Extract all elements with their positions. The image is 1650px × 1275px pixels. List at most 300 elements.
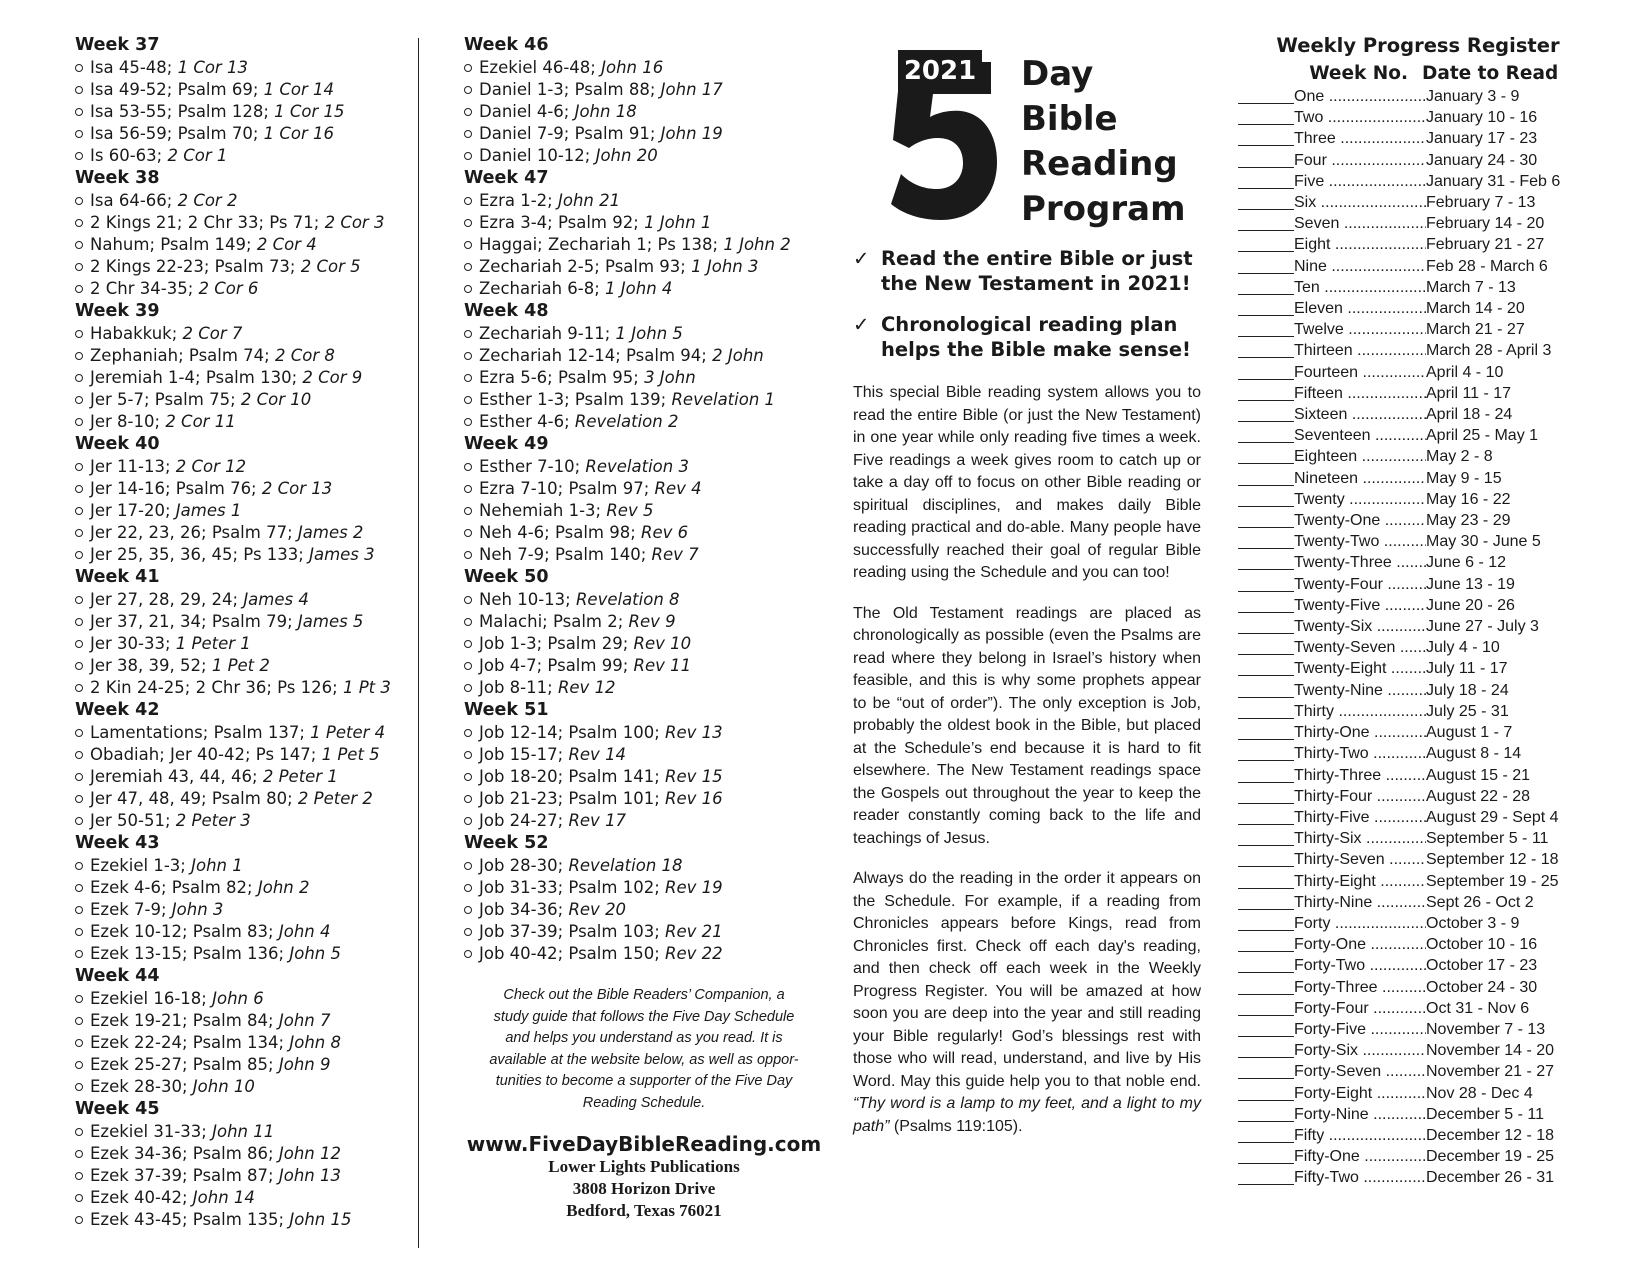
scripture-reference: (Psalms 119:105). bbox=[889, 1117, 1023, 1135]
check-off-blank[interactable] bbox=[1238, 955, 1294, 973]
check-off-blank[interactable] bbox=[1238, 849, 1294, 867]
check-off-blank[interactable] bbox=[1238, 150, 1294, 168]
promo-line: tunities to become a supporter of the Five Day bbox=[495, 1073, 793, 1089]
week-dates: March 7 - 13 bbox=[1426, 278, 1516, 296]
check-off-blank[interactable] bbox=[1238, 425, 1294, 443]
instructions-paragraph bbox=[853, 868, 1201, 1138]
checkbox-circle-icon[interactable] bbox=[75, 86, 83, 94]
old-testament-reading: Obadiah; Jer 40-42; Ps 147; bbox=[90, 745, 322, 764]
weekly-progress-register bbox=[1238, 34, 1638, 1189]
register-row bbox=[1238, 256, 1638, 277]
checkbox-circle-icon[interactable] bbox=[464, 862, 472, 870]
reading-item bbox=[464, 899, 824, 921]
old-testament-reading: Jer 11-13; bbox=[90, 457, 176, 476]
week-dates: May 30 - June 5 bbox=[1426, 533, 1541, 551]
check-off-blank[interactable] bbox=[1238, 765, 1294, 783]
check-off-blank[interactable] bbox=[1238, 1061, 1294, 1079]
checkbox-circle-icon[interactable] bbox=[75, 1083, 83, 1091]
checkbox-circle-icon[interactable] bbox=[75, 1061, 83, 1069]
check-off-blank[interactable] bbox=[1238, 404, 1294, 422]
old-testament-reading: Ezra 7-10; Psalm 97; bbox=[479, 479, 655, 498]
new-testament-reading: 2 Cor 9 bbox=[302, 368, 363, 387]
reading-item bbox=[75, 1054, 415, 1076]
check-off-blank[interactable] bbox=[1238, 892, 1294, 910]
check-off-blank[interactable] bbox=[1238, 256, 1294, 274]
register-row bbox=[1238, 892, 1638, 913]
new-testament-reading: John 13 bbox=[278, 1166, 341, 1185]
reading-item bbox=[75, 367, 415, 389]
check-off-blank[interactable] bbox=[1238, 977, 1294, 995]
check-off-blank[interactable] bbox=[1238, 510, 1294, 528]
checkbox-circle-icon[interactable] bbox=[464, 507, 472, 515]
checkbox-circle-icon[interactable] bbox=[75, 795, 83, 803]
register-row bbox=[1238, 213, 1638, 234]
promo-line: Check out the Bible Readers’ Companion, a bbox=[503, 987, 785, 1003]
checkbox-circle-icon[interactable] bbox=[75, 1172, 83, 1180]
check-off-blank[interactable] bbox=[1238, 871, 1294, 889]
reading-item bbox=[464, 677, 824, 699]
check-off-blank[interactable] bbox=[1238, 1104, 1294, 1122]
reading-item bbox=[464, 57, 824, 79]
reading-item bbox=[464, 478, 824, 500]
old-testament-reading: Job 24-27; bbox=[479, 811, 569, 830]
check-off-blank[interactable] bbox=[1238, 680, 1294, 698]
check-off-blank[interactable] bbox=[1238, 340, 1294, 358]
checkbox-circle-icon[interactable] bbox=[75, 551, 83, 559]
checkbox-circle-icon[interactable] bbox=[464, 662, 472, 670]
checkbox-circle-icon[interactable] bbox=[464, 773, 472, 781]
week-dates: June 6 - 12 bbox=[1426, 554, 1507, 572]
new-testament-reading: 2 Peter 1 bbox=[262, 767, 338, 786]
checkbox-circle-icon[interactable] bbox=[464, 241, 472, 249]
week-dates: January 24 - 30 bbox=[1426, 151, 1538, 169]
date-header: Date to Read bbox=[1422, 63, 1559, 84]
new-testament-reading: John 19 bbox=[660, 124, 723, 143]
register-row bbox=[1238, 1019, 1638, 1040]
reading-item bbox=[75, 988, 415, 1010]
check-off-blank[interactable] bbox=[1238, 213, 1294, 231]
checkbox-circle-icon[interactable] bbox=[75, 773, 83, 781]
week-number: Nineteen ..... bbox=[1294, 468, 1426, 489]
week-number: Twenty-Nine ..... bbox=[1294, 680, 1426, 701]
week-dates: May 23 - 29 bbox=[1426, 512, 1511, 530]
new-testament-reading: John 11 bbox=[212, 1122, 275, 1141]
checkbox-circle-icon[interactable] bbox=[464, 817, 472, 825]
old-testament-reading: Job 28-30; bbox=[479, 856, 569, 875]
reading-item bbox=[75, 256, 415, 278]
old-testament-reading: Ezek 22-24; Psalm 134; bbox=[90, 1033, 290, 1052]
new-testament-reading: James 4 bbox=[243, 590, 309, 609]
reading-item bbox=[75, 234, 415, 256]
new-testament-reading: James 2 bbox=[297, 523, 364, 542]
feature-bullet-whole-bible bbox=[853, 246, 1201, 296]
checkbox-circle-icon[interactable] bbox=[464, 285, 472, 293]
checkbox-circle-icon[interactable] bbox=[75, 130, 83, 138]
new-testament-reading: 1 Peter 4 bbox=[310, 723, 386, 742]
new-testament-reading: 1 John 4 bbox=[605, 279, 673, 298]
reading-item bbox=[75, 456, 415, 478]
reading-item bbox=[464, 500, 824, 522]
reading-item bbox=[75, 411, 415, 433]
checkbox-circle-icon[interactable] bbox=[75, 884, 83, 892]
companion-promo bbox=[464, 985, 824, 1114]
week-number: Twenty-Five ..... bbox=[1294, 595, 1426, 616]
checkbox-circle-icon[interactable] bbox=[464, 263, 472, 271]
checkbox-circle-icon[interactable] bbox=[75, 596, 83, 604]
week-block bbox=[75, 1098, 415, 1231]
old-testament-reading: Jer 17-20; bbox=[90, 501, 176, 520]
checkbox-circle-icon[interactable] bbox=[75, 507, 83, 515]
week-number: Two ..... bbox=[1294, 107, 1426, 128]
week-number: Thirty-Four ..... bbox=[1294, 786, 1426, 807]
checkbox-circle-icon[interactable] bbox=[464, 884, 472, 892]
old-testament-reading: Isa 64-66; bbox=[90, 191, 178, 210]
checkbox-circle-icon[interactable] bbox=[75, 374, 83, 382]
old-testament-reading: Ezek 4-6; Psalm 82; bbox=[90, 878, 258, 897]
checkbox-circle-icon[interactable] bbox=[75, 64, 83, 72]
reading-item bbox=[75, 1010, 415, 1032]
old-testament-reading: Jer 37, 21, 34; Psalm 79; bbox=[90, 612, 298, 631]
check-off-blank[interactable] bbox=[1238, 807, 1294, 825]
check-off-blank[interactable] bbox=[1238, 86, 1294, 104]
old-testament-reading: Zechariah 6-8; bbox=[479, 279, 606, 298]
register-row bbox=[1238, 319, 1638, 340]
new-testament-reading: 2 Cor 12 bbox=[175, 457, 247, 476]
checkbox-circle-icon[interactable] bbox=[75, 1039, 83, 1047]
checkbox-circle-icon[interactable] bbox=[464, 640, 472, 648]
reading-item bbox=[464, 633, 824, 655]
week-number: Eleven ..... bbox=[1294, 298, 1426, 319]
checkbox-circle-icon[interactable] bbox=[75, 108, 83, 116]
new-testament-reading: 1 John 1 bbox=[644, 213, 712, 232]
checkbox-circle-icon[interactable] bbox=[464, 108, 472, 116]
register-row bbox=[1238, 150, 1638, 171]
promo-line: Reading Schedule. bbox=[582, 1094, 706, 1111]
reading-item bbox=[464, 411, 824, 433]
check-off-blank[interactable] bbox=[1238, 234, 1294, 252]
new-testament-reading: John 14 bbox=[192, 1188, 255, 1207]
old-testament-reading: Job 4-7; Psalm 99; bbox=[479, 656, 634, 675]
check-off-blank[interactable] bbox=[1238, 298, 1294, 316]
week-dates: November 21 - 27 bbox=[1426, 1063, 1555, 1081]
old-testament-reading: Daniel 10-12; bbox=[479, 146, 596, 165]
week-number: Three ..... bbox=[1294, 128, 1426, 149]
reading-item bbox=[75, 788, 415, 810]
check-off-blank[interactable] bbox=[1238, 998, 1294, 1016]
week-block bbox=[464, 167, 824, 300]
week-dates: December 26 - 31 bbox=[1426, 1169, 1555, 1187]
week-number: Eight ..... bbox=[1294, 234, 1426, 255]
reading-item bbox=[75, 1121, 415, 1143]
new-testament-reading: Rev 17 bbox=[568, 811, 627, 830]
week-dates: Nov 28 - Dec 4 bbox=[1426, 1084, 1533, 1102]
checkbox-circle-icon[interactable] bbox=[464, 130, 472, 138]
week-dates: December 12 - 18 bbox=[1426, 1126, 1555, 1144]
checkbox-circle-icon[interactable] bbox=[75, 485, 83, 493]
new-testament-reading: 2 Peter 3 bbox=[175, 811, 251, 830]
week-dates: September 19 - 25 bbox=[1426, 872, 1559, 890]
checkbox-circle-icon[interactable] bbox=[75, 1194, 83, 1202]
check-off-blank[interactable] bbox=[1238, 1146, 1294, 1164]
checkbox-circle-icon[interactable] bbox=[464, 396, 472, 404]
reading-item bbox=[75, 655, 415, 677]
checkbox-circle-icon[interactable] bbox=[75, 1150, 83, 1158]
week-dates: January 17 - 23 bbox=[1426, 130, 1538, 148]
checkbox-circle-icon[interactable] bbox=[75, 529, 83, 537]
week-title: Week 43 bbox=[75, 833, 160, 853]
check-off-blank[interactable] bbox=[1238, 446, 1294, 464]
checkbox-circle-icon[interactable] bbox=[75, 618, 83, 626]
reading-item bbox=[464, 810, 824, 832]
checkbox-circle-icon[interactable] bbox=[75, 928, 83, 936]
feature-text: the New Testament in 2021! bbox=[881, 272, 1191, 295]
checkbox-circle-icon[interactable] bbox=[464, 906, 472, 914]
reading-item bbox=[75, 899, 415, 921]
reading-item bbox=[464, 722, 824, 744]
check-off-blank[interactable] bbox=[1238, 658, 1294, 676]
old-testament-reading: Job 37-39; Psalm 103; bbox=[479, 922, 665, 941]
check-off-blank[interactable] bbox=[1238, 1019, 1294, 1037]
register-row bbox=[1238, 383, 1638, 404]
check-off-blank[interactable] bbox=[1238, 171, 1294, 189]
new-testament-reading: Rev 19 bbox=[665, 878, 723, 897]
promo-line: and helps you understand as you read. It is bbox=[505, 1030, 783, 1046]
old-testament-reading: Jer 22, 23, 26; Psalm 77; bbox=[90, 523, 298, 542]
week-number: Twenty-Four ..... bbox=[1294, 574, 1426, 595]
week-number: Thirty-Six ..... bbox=[1294, 828, 1426, 849]
program-description-column bbox=[853, 34, 1201, 1138]
check-off-blank[interactable] bbox=[1238, 637, 1294, 655]
checkbox-circle-icon[interactable] bbox=[464, 418, 472, 426]
checkbox-circle-icon[interactable] bbox=[75, 729, 83, 737]
check-off-blank[interactable] bbox=[1238, 531, 1294, 549]
checkbox-circle-icon[interactable] bbox=[464, 795, 472, 803]
register-row bbox=[1238, 616, 1638, 637]
checkbox-circle-icon[interactable] bbox=[464, 219, 472, 227]
check-off-blank[interactable] bbox=[1238, 192, 1294, 210]
checkbox-circle-icon[interactable] bbox=[464, 684, 472, 692]
week-dates: April 4 - 10 bbox=[1426, 363, 1504, 381]
register-row bbox=[1238, 489, 1638, 510]
check-off-blank[interactable] bbox=[1238, 277, 1294, 295]
checkbox-circle-icon[interactable] bbox=[75, 463, 83, 471]
week-block bbox=[464, 832, 824, 965]
checkbox-circle-icon[interactable] bbox=[464, 330, 472, 338]
publisher-name: Lower Lights Publications bbox=[548, 1157, 740, 1176]
register-row bbox=[1238, 1061, 1638, 1082]
week-dates: January 3 - 9 bbox=[1426, 88, 1520, 105]
website-link[interactable]: www.FiveDayBibleReading.com bbox=[466, 1132, 822, 1156]
old-testament-reading: Job 18-20; Psalm 141; bbox=[479, 767, 665, 786]
new-testament-reading: 1 Peter 1 bbox=[175, 634, 251, 653]
new-testament-reading: John 1 bbox=[191, 856, 243, 875]
checkbox-circle-icon[interactable] bbox=[464, 529, 472, 537]
reading-item bbox=[464, 123, 824, 145]
week-number: Thirty-Three ..... bbox=[1294, 765, 1426, 786]
register-row bbox=[1238, 955, 1638, 976]
check-off-blank[interactable] bbox=[1238, 552, 1294, 570]
week-dates: February 21 - 27 bbox=[1426, 236, 1545, 254]
checkbox-circle-icon[interactable] bbox=[75, 751, 83, 759]
reading-item bbox=[75, 589, 415, 611]
check-off-blank[interactable] bbox=[1238, 616, 1294, 634]
register-row bbox=[1238, 1083, 1638, 1104]
checkbox-circle-icon[interactable] bbox=[464, 551, 472, 559]
reading-item bbox=[75, 766, 415, 788]
week-title: Week 39 bbox=[75, 301, 160, 321]
check-off-blank[interactable] bbox=[1238, 1083, 1294, 1101]
check-off-blank[interactable] bbox=[1238, 934, 1294, 952]
checkbox-circle-icon[interactable] bbox=[464, 596, 472, 604]
checkbox-circle-icon[interactable] bbox=[75, 662, 83, 670]
reading-item bbox=[75, 1143, 415, 1165]
check-off-blank[interactable] bbox=[1238, 701, 1294, 719]
checkbox-circle-icon[interactable] bbox=[75, 1017, 83, 1025]
checkbox-circle-icon[interactable] bbox=[75, 418, 83, 426]
week-dates: July 18 - 24 bbox=[1426, 681, 1509, 699]
check-off-blank[interactable] bbox=[1238, 828, 1294, 846]
check-off-blank[interactable] bbox=[1238, 743, 1294, 761]
new-testament-reading: John 4 bbox=[278, 922, 331, 941]
old-testament-reading: Ezek 19-21; Psalm 84; bbox=[90, 1011, 279, 1030]
old-testament-paragraph: The Old Testament readings are placed as chronologically as possible (even the Psalms are read where they belong in Israel’s history when feasible, and this is why some prophets appear to be “out of order”). The only exception is Job, probably the oldest book in the Bible, but placed at the Schedule’s end because it is hard to fit elsewhere. The New Testament readings space the Gospels out throughout the year to keep the reader constantly coming back to the life and teachings of Jesus. bbox=[853, 604, 1201, 847]
checkbox-circle-icon[interactable] bbox=[75, 995, 83, 1003]
check-off-blank[interactable] bbox=[1238, 128, 1294, 146]
promo-line: study guide that follows the Five Day Schedule bbox=[493, 1008, 795, 1025]
checkbox-circle-icon[interactable] bbox=[464, 352, 472, 360]
checkbox-circle-icon[interactable] bbox=[464, 618, 472, 626]
check-off-blank[interactable] bbox=[1238, 489, 1294, 507]
checkbox-circle-icon[interactable] bbox=[464, 463, 472, 471]
check-off-blank[interactable] bbox=[1238, 362, 1294, 380]
week-number: Thirty-Two ..... bbox=[1294, 743, 1426, 764]
week-title: Week 37 bbox=[75, 35, 160, 55]
week-number: Thirty-Five ..... bbox=[1294, 807, 1426, 828]
old-testament-reading: Jer 14-16; Psalm 76; bbox=[90, 479, 262, 498]
register-row bbox=[1238, 828, 1638, 849]
week-dates: October 10 - 16 bbox=[1426, 936, 1538, 954]
week-dates: October 3 - 9 bbox=[1426, 914, 1520, 932]
checkbox-circle-icon[interactable] bbox=[464, 928, 472, 936]
checkbox-circle-icon[interactable] bbox=[75, 950, 83, 958]
checkbox-circle-icon[interactable] bbox=[75, 1216, 83, 1224]
check-off-blank[interactable] bbox=[1238, 722, 1294, 740]
register-title: Weekly Progress Register bbox=[1276, 34, 1560, 57]
checkbox-circle-icon[interactable] bbox=[75, 1128, 83, 1136]
instructions-text: Always do the reading in the order it appears on the Schedule. For example, if a reading from Chronicles appears before Kings, read from Chronicles first. Check off each day's reading, and then check off each week in the Weekly Progress Register. You will be amazed at how soon you are deep into the year and still reading your Bible regularly! God’s blessings rest with those who will read, understand, and live by His Word. May this guide help you to that noble end. bbox=[853, 870, 1201, 1090]
register-row bbox=[1238, 786, 1638, 807]
check-off-blank[interactable] bbox=[1238, 1167, 1294, 1185]
new-testament-reading: Rev 22 bbox=[665, 944, 723, 963]
old-testament-reading: Neh 10-13; bbox=[479, 590, 576, 609]
checkbox-circle-icon[interactable] bbox=[75, 330, 83, 338]
check-off-blank[interactable] bbox=[1238, 383, 1294, 401]
old-testament-reading: Zechariah 12-14; Psalm 94; bbox=[479, 346, 713, 365]
reading-item bbox=[75, 123, 415, 145]
week-title: Week 49 bbox=[464, 434, 549, 454]
reading-item bbox=[75, 79, 415, 101]
checkbox-circle-icon[interactable] bbox=[75, 285, 83, 293]
checkbox-circle-icon[interactable] bbox=[464, 751, 472, 759]
register-row bbox=[1238, 510, 1638, 531]
checkbox-circle-icon[interactable] bbox=[75, 263, 83, 271]
publisher-city: Bedford, Texas 76021 bbox=[566, 1201, 722, 1220]
checkbox-circle-icon[interactable] bbox=[75, 241, 83, 249]
checkbox-circle-icon[interactable] bbox=[464, 197, 472, 205]
check-off-blank[interactable] bbox=[1238, 1040, 1294, 1058]
check-off-blank[interactable] bbox=[1238, 574, 1294, 592]
checkbox-circle-icon[interactable] bbox=[75, 906, 83, 914]
register-row bbox=[1238, 1146, 1638, 1167]
week-number: Fourteen ..... bbox=[1294, 362, 1426, 383]
checkbox-circle-icon[interactable] bbox=[464, 64, 472, 72]
new-testament-reading: Rev 20 bbox=[568, 900, 627, 919]
old-testament-reading: Nehemiah 1-3; bbox=[479, 501, 607, 520]
reading-item bbox=[75, 1187, 415, 1209]
register-row bbox=[1238, 680, 1638, 701]
week-number: One ..... bbox=[1294, 86, 1426, 107]
check-off-blank[interactable] bbox=[1238, 913, 1294, 931]
week-block bbox=[75, 832, 415, 965]
reading-item bbox=[464, 788, 824, 810]
new-testament-reading: 3 John bbox=[644, 368, 696, 387]
check-off-blank[interactable] bbox=[1238, 1125, 1294, 1143]
checkbox-circle-icon[interactable] bbox=[464, 86, 472, 94]
checkbox-circle-icon[interactable] bbox=[464, 729, 472, 737]
checkbox-circle-icon[interactable] bbox=[464, 485, 472, 493]
checkbox-circle-icon[interactable] bbox=[75, 219, 83, 227]
check-off-blank[interactable] bbox=[1238, 595, 1294, 613]
check-off-blank[interactable] bbox=[1238, 468, 1294, 486]
check-off-blank[interactable] bbox=[1238, 107, 1294, 125]
register-row bbox=[1238, 743, 1638, 764]
checkbox-circle-icon[interactable] bbox=[75, 152, 83, 160]
register-row bbox=[1238, 701, 1638, 722]
reading-item bbox=[75, 212, 415, 234]
new-testament-reading: John 5 bbox=[289, 944, 341, 963]
reading-item bbox=[75, 500, 415, 522]
old-testament-reading: Esther 7-10; bbox=[479, 457, 586, 476]
new-testament-reading: John 20 bbox=[595, 146, 658, 165]
week-dates: May 16 - 22 bbox=[1426, 490, 1511, 508]
checkbox-circle-icon[interactable] bbox=[464, 152, 472, 160]
new-testament-reading: Rev 7 bbox=[651, 545, 699, 564]
checkbox-circle-icon[interactable] bbox=[75, 197, 83, 205]
week-block bbox=[464, 433, 824, 566]
new-testament-reading: Revelation 3 bbox=[585, 457, 689, 476]
check-off-blank[interactable] bbox=[1238, 319, 1294, 337]
checkbox-circle-icon[interactable] bbox=[75, 862, 83, 870]
column-divider bbox=[418, 38, 419, 1248]
reading-item bbox=[464, 101, 824, 123]
checkbox-circle-icon[interactable] bbox=[75, 817, 83, 825]
schedule-weeks-list bbox=[464, 34, 824, 965]
new-testament-reading: Revelation 1 bbox=[671, 390, 776, 409]
checkbox-circle-icon[interactable] bbox=[75, 352, 83, 360]
week-title: Week 38 bbox=[75, 168, 160, 188]
checkbox-circle-icon[interactable] bbox=[75, 396, 83, 404]
old-testament-reading: Isa 45-48; bbox=[90, 58, 178, 77]
reading-item bbox=[464, 522, 824, 544]
checkbox-circle-icon[interactable] bbox=[464, 374, 472, 382]
week-number-header: Week No. bbox=[1309, 63, 1408, 84]
checkbox-circle-icon[interactable] bbox=[464, 950, 472, 958]
checkbox-circle-icon[interactable] bbox=[75, 684, 83, 692]
check-off-blank[interactable] bbox=[1238, 786, 1294, 804]
checkbox-circle-icon[interactable] bbox=[75, 640, 83, 648]
register-row bbox=[1238, 871, 1638, 892]
new-testament-reading: John 3 bbox=[171, 900, 224, 919]
